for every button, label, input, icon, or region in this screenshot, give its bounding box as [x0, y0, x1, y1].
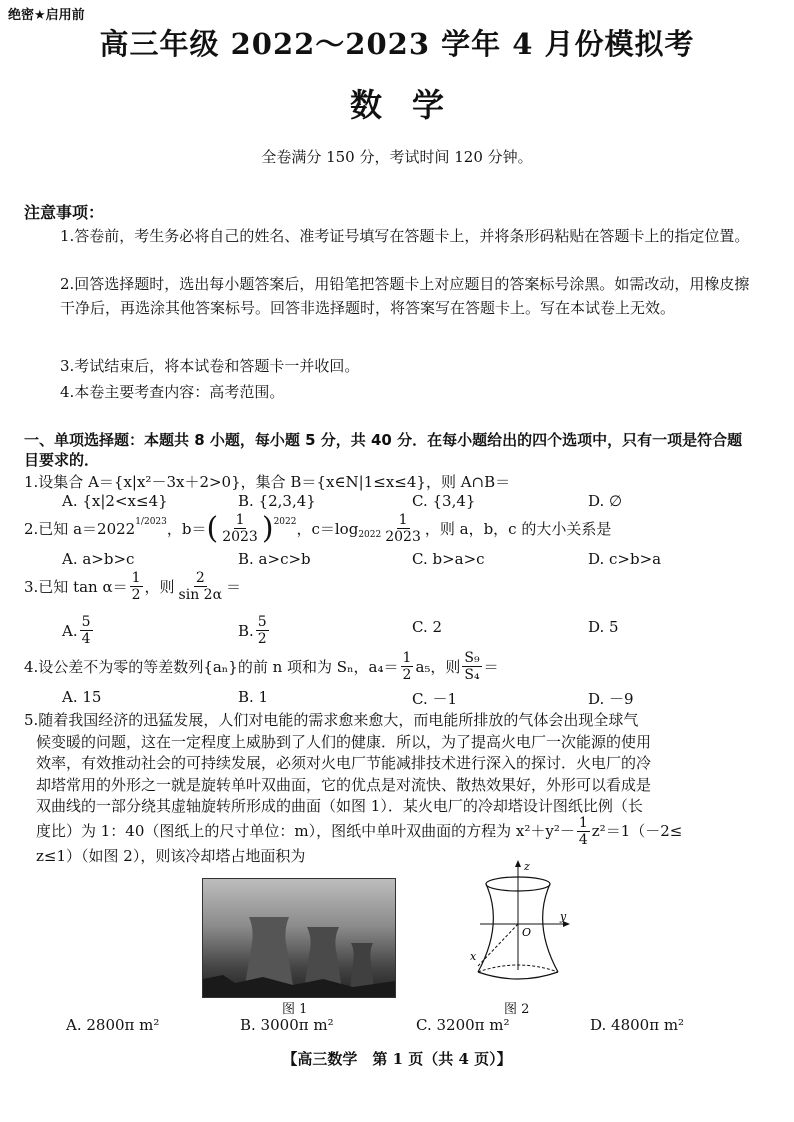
q2-option-c: C. b>a>c	[412, 550, 485, 568]
q4-half-fraction: $\frac{1}{2}$	[402, 650, 412, 683]
cooling-tower-photo	[202, 878, 396, 998]
q4-option-a: A. 15	[62, 688, 102, 706]
q3-expression-fraction: $\frac{2}{\sin 2\alpha}$	[178, 570, 223, 603]
origin-label: O	[522, 926, 532, 939]
q2-c-fraction: $\frac{1}{2023}$	[385, 512, 421, 545]
subject-title: 数学	[349, 86, 474, 124]
q4-option-c: C. －1	[412, 690, 458, 708]
q3-option-a: A. $\frac{5}{4}$	[62, 614, 91, 647]
q1-option-a: A. {x|2<x≤4}	[62, 492, 168, 510]
notice-item-4: 4.本卷主要考查内容：高考范围。	[60, 383, 285, 401]
question-4-stem: 4.设公差不为零的等差数列{aₙ}的前 n 项和为 Sₙ，a₄＝ $\frac{1}{2}$ a₅，则 $\frac{\text{S₉}}{\text{S₄}}$ ＝	[24, 650, 499, 683]
q3-option-c: C. 2	[412, 618, 443, 636]
q2-a-exponent: 1/2023	[135, 517, 167, 527]
notice-heading: 注意事项：	[24, 203, 105, 222]
q4-option-d: D. －9	[588, 690, 634, 708]
notice-item-3: 3.考试结束后，将本试卷和答题卡一并收回。	[60, 357, 360, 375]
q3-option-d: D. 5	[588, 618, 619, 636]
q1-option-b: B. {2,3,4}	[238, 492, 316, 510]
question-5-stem: 5.随着我国经济的迅猛发展，人们对电能的需求愈来愈大，而电能所排放的气体会出现全球气 候变暖的问题，这在一定程度上威胁到了人们的健康．所以，为了提高火电厂一次能源的使用 效率，有效推动社会的可持续发展，必须对火电厂节能减排技术进行深入的探讨．火电厂的冷 却塔常用的外形之一就是旋转单叶双曲面，它的优点是对流快、散热效果好，外形可以看成是 双曲线的一部分绕其虚轴旋转所形成的曲面（如图 1）．某火电厂的冷却塔设计图纸比例（长 度比）为 1：40（图纸上的尺寸单位：m），图纸中单叶双曲面的方程为 x²＋y²－ $\frac{1}{4}$ z²＝1（－2≤ z≤1）（如图 2），则该冷却塔占地面积为	[24, 711, 683, 865]
q4-option-b: B. 1	[238, 688, 269, 706]
exam-title: 高三年级 2022～2023 学年 4 月份模拟考	[99, 27, 695, 61]
q3-tan-fraction: $\frac{1}{2}$	[131, 570, 141, 603]
q2-option-b: B. a>c>b	[238, 550, 311, 568]
hyperboloid-diagram	[460, 858, 580, 998]
figure-1-caption: 图 1	[282, 1002, 308, 1017]
q5-option-d: D. 4800π m²	[590, 1016, 685, 1034]
q5-option-c: C. 3200π m²	[416, 1016, 510, 1034]
q1-option-d: D. ∅	[588, 492, 623, 510]
q4-ratio-fraction: $\frac{\text{S₉}}{\text{S₄}}$	[464, 650, 480, 683]
axis-y-label: y	[560, 910, 567, 923]
q5-option-a: A. 2800π m²	[66, 1016, 160, 1034]
question-1-stem: 1.设集合 A＝{x|x²－3x＋2>0}，集合 B＝{x∈N|1≤x≤4}，则 A∩B＝	[24, 473, 511, 491]
q1-option-c: C. {3,4}	[412, 492, 476, 510]
axis-x-label: x	[470, 950, 477, 963]
section-heading: 一、单项选择题：本题共 8 小题，每小题 5 分，共 40 分．在每小题给出的四个选项中，只有一项是符合题目要求的．	[24, 431, 743, 469]
q2-option-a: A. a>b>c	[62, 550, 135, 568]
question-2-stem: 2.已知 a＝2022 $^{1/2023}$ ，b＝ ( $\frac{1}{2023}$ ) $^{2022}$ ，c＝log $_{2022}$ $\frac{1}{2023}$ ，则 a，b，c 的大小关系是	[24, 510, 612, 546]
confidential-mark: 绝密★启用前	[8, 8, 85, 23]
notice-item-1: 1.答卷前，考生务必将自己的姓名、准考证号填写在答题卡上，并将条形码粘贴在答题卡上的指定位置。	[60, 227, 750, 245]
exam-note: 全卷满分 150 分，考试时间 120 分钟。	[261, 148, 533, 166]
axis-z-label: z	[524, 860, 530, 873]
notice-item-2: 2.回答选择题时，选出每小题答案后，用铅笔把答题卡上对应题目的答案标号涂黑。如需改动，用橡皮擦干净后，再选涂其他答案标号。回答非选择题时，将答案写在答题卡上。写在本试卷上无效。	[60, 275, 750, 317]
q2-option-d: D. c>b>a	[588, 550, 662, 568]
q3-option-b: B. $\frac{5}{2}$	[238, 614, 267, 647]
figure-2-caption: 图 2	[504, 1002, 530, 1017]
q5-option-b: B. 3000π m²	[240, 1016, 334, 1034]
question-3-stem: 3.已知 tan α＝ $\frac{1}{2}$ ，则 $\frac{2}{\sin 2\alpha}$ ＝	[24, 570, 242, 603]
q2-b-fraction: $\frac{1}{2023}$	[222, 512, 258, 545]
page-footer: 【高三数学 第 1 页（共 4 页）】	[282, 1050, 512, 1068]
